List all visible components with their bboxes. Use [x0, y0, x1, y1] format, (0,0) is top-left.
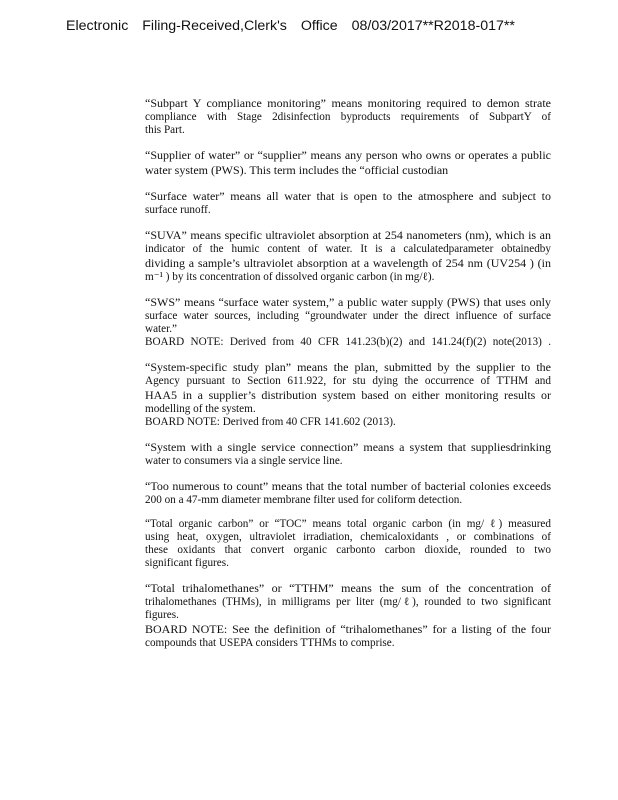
text-line: water system (PWS). This term includes the “official custodian — [145, 163, 449, 177]
text-line: indicator of the humic content of water. It is a calculatedparameter obtainedby — [145, 243, 551, 255]
text-line: “Total organic carbon” or “TOC” means total organic carbon (in mg/ ℓ) measured — [145, 518, 551, 530]
text-line: “SUVA” means specific ultraviolet absorption at 254 nanometers (nm), which is an — [145, 228, 551, 242]
electronic-filing-header — [66, 17, 606, 35]
definition-subpart-y-compliance-monitoring — [145, 96, 557, 137]
definition-too-numerous-to-count — [145, 479, 557, 507]
text-line: HAA5 in a supplier’s distribution system based on either monitoring results or — [145, 388, 551, 402]
definition-total-organic-carbon — [145, 518, 557, 570]
board-note: BOARD NOTE: Derived from 40 CFR 141.602 (2013). — [145, 416, 396, 428]
text-line: “Too numerous to count” means that the total number of bacterial colonies exceeds — [145, 479, 551, 493]
text-line: compounds that USEPA considers TTHMs to comprise. — [145, 637, 395, 649]
text-line: “System with a single service connection” means a system that suppliesdrinking — [145, 440, 551, 454]
text-line: compliance with Stage 2disinfection byproducts requirements of SubpartY of — [145, 111, 551, 123]
definition-surface-water — [145, 189, 557, 217]
text-line: figures. — [145, 609, 179, 621]
text-line: water to consumers via a single service line. — [145, 455, 343, 467]
text-line: trihalomethanes (THMs), in milligrams per liter (mg/ℓ), rounded to two significant — [145, 596, 551, 608]
text-line: 200 on a 47-mm diameter membrane filter used for coliform detection. — [145, 494, 463, 506]
definition-sws — [145, 295, 557, 349]
document-body — [145, 96, 557, 661]
header-office: Office — [300, 18, 338, 34]
definition-suva — [145, 228, 557, 284]
header-date-docket: 08/03/2017**R2018-017** — [351, 18, 515, 34]
text-line: m⁻¹ ) by its concentration of dissolved organic carbon (in mg/ℓ). — [145, 271, 435, 283]
text-line: surface runoff. — [145, 204, 211, 216]
text-line: water.” — [145, 323, 177, 335]
text-line: this Part. — [145, 124, 185, 136]
text-line: “Supplier of water” or “supplier” means any person who owns or operates a public — [145, 148, 551, 162]
definition-system-single-service-connection — [145, 440, 557, 468]
text-line: significant figures. — [145, 557, 229, 569]
header-electronic: Electronic — [66, 18, 129, 34]
text-line: using heat, oxygen, ultraviolet irradiation, chemicaloxidants , or combinations of — [145, 531, 551, 543]
text-line: “Surface water” means all water that is open to the atmosphere and subject to — [145, 189, 551, 203]
header-filing-received: Filing-Received,Clerk's — [142, 18, 287, 34]
text-line: “SWS” means “surface water system,” a public water supply (PWS) that uses only — [145, 295, 551, 309]
text-line: “Total trihalomethanes” or “TTHM” means the sum of the concentration of — [145, 581, 551, 595]
text-line: Agency pursuant to Section 611.922, for stu dying the occurrence of TTHM and — [145, 375, 551, 387]
text-line: surface water sources, including “groundwater under the direct influence of surface — [145, 310, 551, 322]
text-line: modelling of the system. — [145, 403, 256, 415]
definition-total-trihalomethanes — [145, 581, 557, 650]
definition-system-specific-study-plan — [145, 360, 557, 429]
board-note: BOARD NOTE: Derived from 40 CFR 141.23(b)(2) and 141.24(f)(2) note(2013) . — [145, 336, 551, 348]
text-line: these oxidants that convert organic carbonto carbon dioxide, rounded to two — [145, 544, 551, 556]
text-line: dividing a sample’s ultraviolet absorption at a wavelength of 254 nm (UV254 ) (in — [145, 256, 551, 270]
definition-supplier-of-water — [145, 148, 557, 178]
board-note: BOARD NOTE: See the definition of “trihalomethanes” for a listing of the four — [145, 622, 551, 636]
text-line: “System-specific study plan” means the plan, submitted by the supplier to the — [145, 360, 551, 374]
text-line: “Subpart Y compliance monitoring” means monitoring required to demon strate — [145, 96, 551, 110]
